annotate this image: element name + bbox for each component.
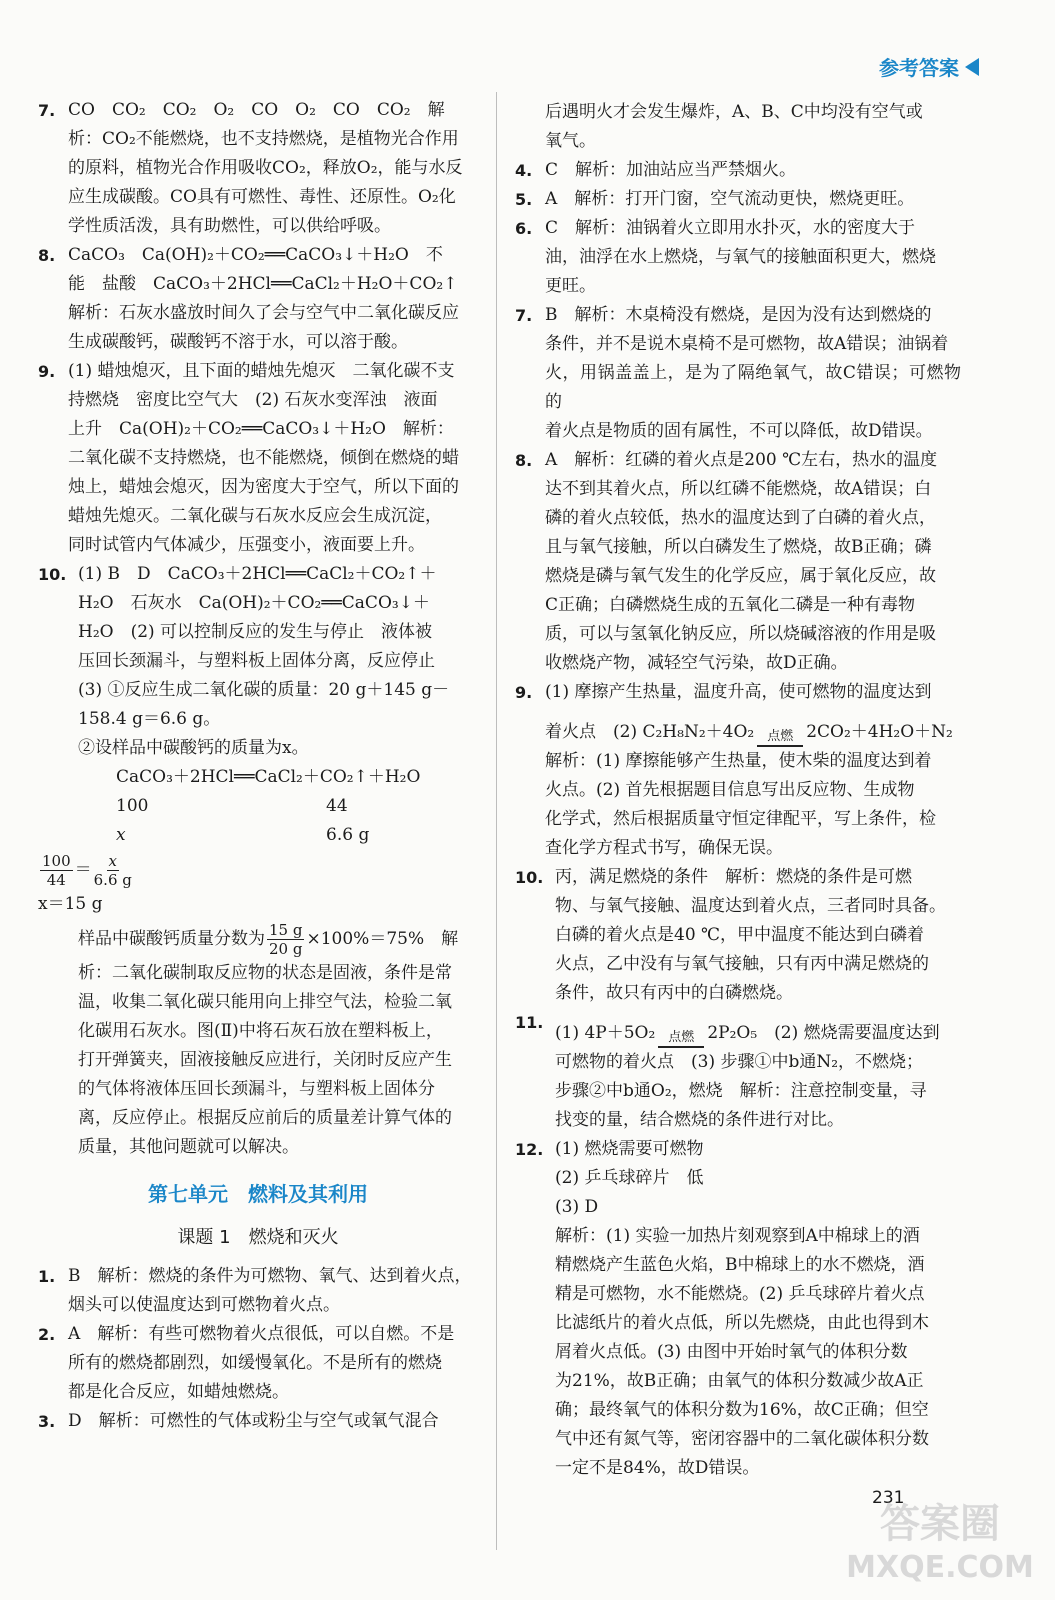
answer-number: 9. <box>515 683 533 702</box>
equation-line <box>545 707 961 747</box>
text: 样品中碳酸钙质量分数为 <box>78 928 265 949</box>
line: 都是化合反应，如蜡烛燃烧。 <box>68 1382 289 1402</box>
answer-number: 12. <box>515 1140 544 1159</box>
fraction-right <box>94 852 132 889</box>
line: (1) B D CaCO₃＋2HCl══CaCl₂＋CO₂↑＋ <box>78 564 437 584</box>
line: 质，可以与氢氧化钠反应，所以烧碱溶液的作用是吸 <box>545 624 936 644</box>
line: 一定不是84%，故D错误。 <box>555 1458 760 1478</box>
line: 白磷的着火点是40 ℃，甲中温度不能达到白磷着 <box>555 925 925 945</box>
proportion <box>38 850 478 890</box>
line: 后遇明火才会发生爆炸，A、B、C中均没有空气或 <box>545 102 923 122</box>
lesson-title: 课题 1 燃烧和灭火 <box>177 1227 339 1248</box>
line: (1) 蜡烛熄灭，且下面的蜡烛先熄灭 二氧化碳不支 <box>68 361 455 381</box>
answer-10 <box>38 560 478 1162</box>
text: (1) 4P＋5O₂ <box>555 1023 656 1043</box>
reaction-condition <box>658 1031 704 1048</box>
answer-number: 3. <box>38 1412 56 1431</box>
triangle-left-icon <box>965 58 979 76</box>
unit-title: 第七单元 燃料及其利用 <box>148 1182 368 1206</box>
column-divider <box>496 92 497 1550</box>
line: 火，用锅盖盖上，是为了隔绝氧气，故C错误；可燃物的 <box>545 363 961 412</box>
line: 步骤②中b通O₂，燃烧 解析：注意控制变量，寻 <box>555 1081 927 1101</box>
answer-number: 2. <box>38 1325 56 1344</box>
text: 2P₂O₅ (2) 燃烧需要温度达到 <box>707 1023 940 1043</box>
answer-12-right <box>515 1135 961 1483</box>
line: A 解析：打开门窗，空气流动更快，燃烧更旺。 <box>545 189 915 209</box>
line: 二氧化碳不支持燃烧，也不能燃烧，倾倒在燃烧的蜡 <box>68 448 459 468</box>
line: 达不到其着火点，所以红磷不能燃烧，故A错误；白 <box>545 479 932 499</box>
answer-number: 9. <box>38 362 56 381</box>
answer-text <box>555 1135 961 1483</box>
line: 精燃烧产生蓝色火焰，B中棉球上的水不燃烧，酒 <box>555 1255 925 1275</box>
reaction-condition <box>757 730 803 747</box>
line: 应生成碳酸。CO具有可燃性、毒性、还原性。O₂化 <box>68 187 456 207</box>
answer-number: 11. <box>515 1013 544 1032</box>
line: 烛上，蜡烛会熄灭，因为密度大于空气，所以下面的 <box>68 477 459 497</box>
mass-row <box>78 792 478 821</box>
answer-9-right <box>515 678 961 863</box>
line: 生成碳酸钙，碳酸钙不溶于水，可以溶于酸。 <box>68 332 408 352</box>
line: (2) 乒乓球碎片 低 <box>555 1168 704 1188</box>
answer-number: 8. <box>515 451 533 470</box>
answer-text <box>68 1407 478 1436</box>
line: C 解析：油锅着火立即用水扑灭，水的密度大于 <box>545 218 916 238</box>
answer-11-right <box>515 1008 961 1135</box>
numerator: 15 g <box>269 920 303 939</box>
line: 比滤纸片的着火点低，所以先燃烧，由此也得到木 <box>555 1313 929 1333</box>
answer-8 <box>38 241 478 357</box>
condition-label: 点燃 <box>668 1030 695 1045</box>
answer-number: 10. <box>515 868 544 887</box>
answer-7 <box>38 96 478 241</box>
line: 离，反应停止。根据反应前后的质量差计算气体的 <box>78 1108 452 1128</box>
line: 收燃烧产物，减轻空气污染，故D正确。 <box>545 653 848 673</box>
text: ×100%＝75% 解 <box>306 928 459 949</box>
result-line: x＝15 g <box>38 894 103 914</box>
answer-number: 7. <box>515 306 533 325</box>
line: H₂O 石灰水 Ca(OH)₂＋CO₂══CaCO₃↓＋ <box>78 593 430 613</box>
line: 解析：石灰水盛放时间久了会与空气中二氧化碳反应 <box>68 303 459 323</box>
line: B 解析：燃烧的条件为可燃物、氧气、达到着火点， <box>68 1266 472 1286</box>
denominator: 20 g <box>269 939 303 958</box>
line: 磷的着火点较低，热水的温度达到了白磷的着火点， <box>545 508 936 528</box>
line: CO CO₂ CO₂ O₂ CO O₂ CO CO₂ 解 <box>68 100 445 120</box>
answer-number: 4. <box>515 161 533 180</box>
line: 找变的量，结合燃烧的条件进行对比。 <box>555 1110 844 1130</box>
line: 158.4 g＝6.6 g。 <box>78 709 221 729</box>
answer-7-right <box>515 301 961 446</box>
line: 压回长颈漏斗，与塑料板上固体分离，反应停止 <box>78 651 435 671</box>
answer-text <box>545 301 961 446</box>
answer-5 <box>515 185 961 214</box>
line: 丙，满足燃烧的条件 解析：燃烧的条件是可燃 <box>555 867 912 887</box>
line: 条件，并不是说木桌椅不是可燃物，故A错误；油锅着 <box>545 334 949 354</box>
line: 能 盐酸 CaCO₃＋2HCl══CaCl₂＋H₂O＋CO₂↑ <box>68 274 458 294</box>
line: 氧气。 <box>545 131 596 151</box>
watermark-logo <box>845 1502 1035 1592</box>
line: 化学式，然后根据质量守恒定律配平，写上条件，检 <box>545 809 936 829</box>
line: 析：二氧化碳制取反应物的状态是固液，条件是常 <box>78 963 452 983</box>
line: 屑着火点低。(3) 由图中开始时氧气的体积分数 <box>555 1342 908 1362</box>
text: 着火点 (2) C₂H₈N₂＋4O₂ <box>545 722 755 742</box>
line: 上升 Ca(OH)₂＋CO₂══CaCO₃↓＋H₂O 解析： <box>68 419 454 439</box>
watermark-text: 答案圈 <box>880 1501 1000 1547</box>
line: 持燃烧 密度比空气大 (2) 石灰水变浑浊 液面 <box>68 390 438 410</box>
equation-line <box>555 1008 961 1048</box>
answer-text <box>555 863 961 1008</box>
value-co2: 6.6 g <box>326 825 370 845</box>
line: 所有的燃烧都剧烈，如缓慢氧化。不是所有的燃烧 <box>68 1353 442 1373</box>
answer-number: 10. <box>38 565 67 584</box>
watermark-url: MXQE.COM <box>846 1550 1034 1585</box>
line: 物、与氧气接触、温度达到着火点，三者同时具备。 <box>555 896 946 916</box>
line: 燃烧是磷与氧气发生的化学反应，属于氧化反应，故 <box>545 566 936 586</box>
answer-8-right <box>515 446 961 678</box>
line: 更旺。 <box>545 276 596 296</box>
line: 烟头可以使温度达到可燃物着火点。 <box>68 1295 340 1315</box>
line: (3) D <box>555 1197 599 1217</box>
answer-number: 8. <box>38 246 56 265</box>
line: 着火点是物质的固有属性，不可以降低，故D错误。 <box>545 421 933 441</box>
answer-10-right <box>515 863 961 1008</box>
answer-number: 1. <box>38 1267 56 1286</box>
line: 可燃物的着火点 (3) 步骤①中b通N₂，不燃烧； <box>555 1052 924 1072</box>
denominator: 44 <box>46 870 66 889</box>
equals-sign: ＝ <box>74 859 92 880</box>
answer-3-continued <box>515 98 961 156</box>
answer-text <box>555 1008 961 1135</box>
denominator: 6.6 g <box>93 870 132 889</box>
page-number: 231 <box>872 1488 905 1508</box>
line: 确；最终氧气的体积分数为16%，故C正确；但空 <box>555 1400 929 1420</box>
line: 温，收集二氧化碳只能用向上排空气法，检验二氧 <box>78 992 452 1012</box>
line: 化碳用石灰水。图(Ⅱ)中将石灰石放在塑料板上， <box>78 1021 443 1041</box>
molar-mass-co2: 44 <box>326 796 348 816</box>
line: 学性质活泼，具有助燃性，可以供给呼吸。 <box>68 216 391 236</box>
answer-4 <box>515 156 961 185</box>
answer-text <box>68 1262 478 1320</box>
answer-text <box>38 560 478 1162</box>
line: 油，油浮在水上燃烧，与氧气的接触面积更大，燃烧 <box>545 247 936 267</box>
line: A 解析：有些可燃物着火点很低，可以自燃。不是 <box>68 1324 455 1344</box>
answer-9 <box>38 357 478 560</box>
numerator: x <box>108 851 117 870</box>
chemical-equation: CaCO₃＋2HCl══CaCl₂＋CO₂↑＋H₂O <box>116 767 421 787</box>
condition-label: 点燃 <box>767 729 794 744</box>
line: 析：CO₂不能燃烧，也不支持燃烧，是植物光合作用 <box>68 129 459 149</box>
line: 同时试管内气体减少，压强变小，液面要上升。 <box>68 535 425 555</box>
answer-number: 6. <box>515 219 533 238</box>
answer-1 <box>38 1262 478 1320</box>
line: 的原料，植物光合作用吸收CO₂，释放O₂，能与水反 <box>68 158 463 178</box>
page-header <box>879 52 979 81</box>
line: B 解析：木桌椅没有燃烧，是因为没有达到燃烧的 <box>545 305 932 325</box>
line: CaCO₃ Ca(OH)₂＋CO₂══CaCO₃↓＋H₂O 不 <box>68 245 443 265</box>
answer-6 <box>515 214 961 301</box>
fraction-percentage <box>267 921 304 958</box>
answer-text <box>545 446 961 678</box>
line: 解析：(1) 摩擦能够产生热量，使木柴的温度达到着 <box>545 751 932 771</box>
answer-text <box>68 241 478 357</box>
line: C正确；白磷燃烧生成的五氧化二磷是一种有毒物 <box>545 595 916 615</box>
answer-text <box>545 156 961 185</box>
answer-text <box>545 185 961 214</box>
answer-2 <box>38 1320 478 1407</box>
line: 气中还有氮气等，密闭容器中的二氧化碳体积分数 <box>555 1429 929 1449</box>
answer-3 <box>38 1407 478 1436</box>
line: A 解析：红磷的着火点是200 ℃左右，热水的温度 <box>545 450 938 470</box>
answer-text <box>545 678 961 863</box>
line: C 解析：加油站应当严禁烟火。 <box>545 160 797 180</box>
answer-text <box>68 96 478 241</box>
line: (3) ①反应生成二氧化碳的质量：20 g＋145 g－ <box>78 680 450 700</box>
value-x: x <box>116 825 126 845</box>
answer-text <box>68 357 478 560</box>
line: 火点，乙中没有与氧气接触，只有丙中满足燃烧的 <box>555 954 929 974</box>
line: 条件，故只有丙中的白磷燃烧。 <box>555 983 793 1003</box>
molar-mass-caco3: 100 <box>116 796 149 816</box>
left-column <box>38 96 478 1436</box>
header-title: 参考答案 <box>879 56 959 80</box>
line: (1) 燃烧需要可燃物 <box>555 1139 704 1159</box>
line: D 解析：可燃性的气体或粉尘与空气或氧气混合 <box>68 1411 439 1431</box>
line: ②设样品中碳酸钙的质量为x。 <box>78 738 309 758</box>
text: 2CO₂＋4H₂O＋N₂ <box>806 722 953 742</box>
line: 且与氧气接触，所以白磷发生了燃烧，故B正确；磷 <box>545 537 932 557</box>
line: 质量，其他问题就可以解决。 <box>78 1137 299 1157</box>
line: 蜡烛先熄灭。二氧化碳与石灰水反应会生成沉淀， <box>68 506 442 526</box>
numerator: 100 <box>42 851 71 870</box>
line: H₂O (2) 可以控制反应的发生与停止 液体被 <box>78 622 433 642</box>
answer-number: 5. <box>515 190 533 209</box>
answer-number: 7. <box>38 101 56 120</box>
line: 解析：(1) 实验一加热片刻观察到A中棉球上的酒 <box>555 1226 920 1246</box>
line: 查化学方程式书写，确保无误。 <box>545 838 783 858</box>
line: 的气体将液体压回长颈漏斗，与塑料板上固体分 <box>78 1079 435 1099</box>
percentage-line <box>78 919 478 959</box>
line: 为21%，故B正确；由氧气的体积分数减少故A正 <box>555 1371 924 1391</box>
answer-text <box>545 214 961 301</box>
line: 火点。(2) 首先根据题目信息写出反应物、生成物 <box>545 780 915 800</box>
answer-text <box>68 1320 478 1407</box>
value-row <box>78 821 478 850</box>
right-column <box>515 98 961 1483</box>
fraction-left <box>40 852 73 889</box>
line: 精是可燃物，水不能燃烧。(2) 乒乓球碎片着火点 <box>555 1284 925 1304</box>
line: (1) 摩擦产生热量，温度升高，使可燃物的温度达到 <box>545 682 932 702</box>
line: 打开弹簧夹，固液接触反应进行，关闭时反应产生 <box>78 1050 452 1070</box>
